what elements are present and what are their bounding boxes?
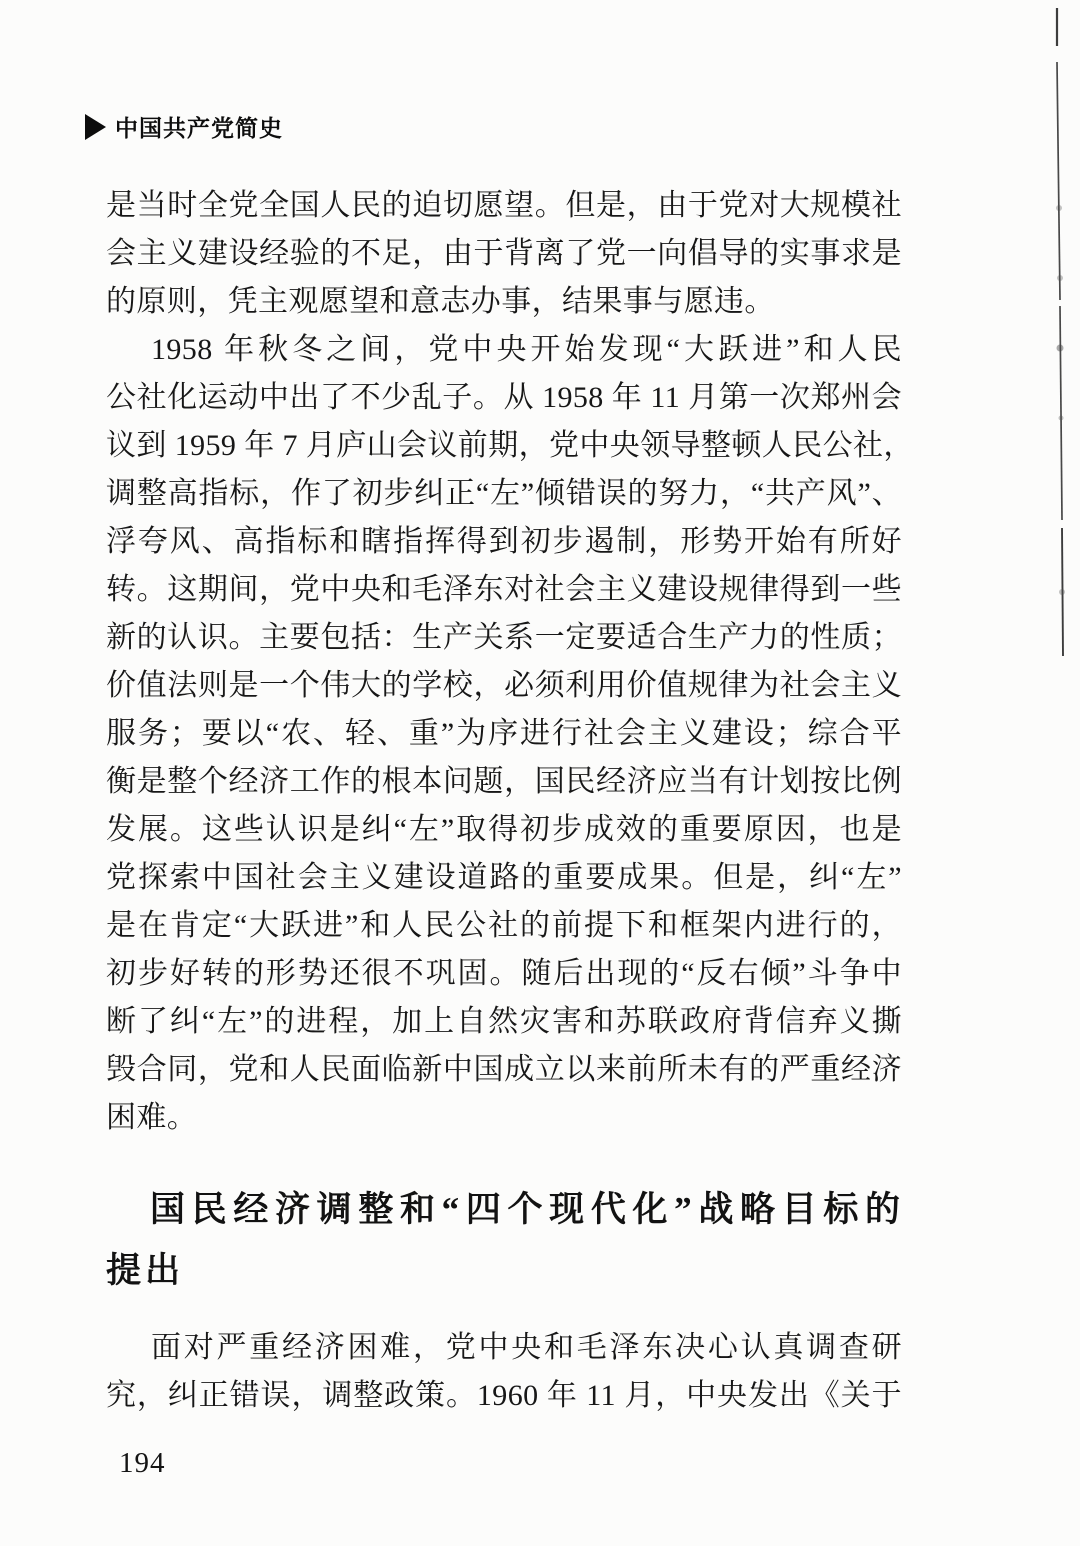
paragraph [106,182,902,326]
text-line: 党探索中国社会主义建设道路的重要成果。但是，纠“左” [106,861,902,894]
paragraph [106,326,914,1142]
text-line: 调整高指标，作了初步纠正“左”倾错误的努力，“共产风”、 [106,477,902,510]
text-line: 面对严重经济困难，党中央和毛泽东决心认真调查研 [151,1331,902,1364]
section-heading-line: 提出 [106,1251,185,1290]
paragraph [106,1324,902,1420]
text-line: 困难。 [106,1101,198,1134]
section-heading-line: 国民经济调整和“四个现代化”战略目标的 [150,1190,902,1229]
text-line: 毁合同，党和人民面临新中国成立以来前所未有的严重经济 [106,1053,902,1086]
text-line: 议到 1959 年 7 月庐山会议前期，党中央领导整顿人民公社， [106,429,914,462]
text-line: 价值法则是一个伟大的学校，必须利用价值规律为社会主义 [106,669,902,702]
text-line: 初步好转的形势还很不巩固。随后出现的“反右倾”斗争中 [106,957,902,990]
text-line: 是在肯定“大跃进”和人民公社的前提下和框架内进行的， [106,909,902,942]
text-line: 断了纠“左”的进程，加上自然灾害和苏联政府背信弃义撕 [106,1005,902,1038]
text-line: 是当时全党全国人民的迫切愿望。但是，由于党对大规模社 [106,189,902,222]
text-line: 新的认识。主要包括：生产关系一定要适合生产力的性质； [106,621,902,654]
scan-artifact-line [1044,0,1074,1000]
text-line: 会主义建设经验的不足，由于背离了党一向倡导的实事求是 [106,237,902,270]
right-triangle-icon [85,114,106,140]
running-header [85,110,283,143]
text-line: 转。这期间，党中央和毛泽东对社会主义建设规律得到一些 [106,573,902,606]
text-line: 1958 年秋冬之间，党中央开始发现“大跃进”和人民 [151,333,902,366]
text-line: 服务；要以“农、轻、重”为序进行社会主义建设；综合平 [106,717,902,750]
text-line: 究，纠正错误，调整政策。1960 年 11 月，中央发出《关于 [106,1379,902,1412]
page-number: 194 [119,1447,166,1479]
text-line: 发展。这些认识是纠“左”取得初步成效的重要原因，也是 [106,813,902,846]
text-line: 浮夸风、高指标和瞎指挥得到初步遏制，形势开始有所好 [106,525,902,558]
text-line: 公社化运动中出了不少乱子。从 1958 年 11 月第一次郑州会 [106,381,902,414]
text-line: 衡是整个经济工作的根本问题，国民经济应当有计划按比例 [106,765,902,798]
text-line: 的原则，凭主观愿望和意志办事，结果事与愿违。 [106,285,775,318]
book-title: 中国共产党简史 [115,115,283,141]
section-heading [106,1179,902,1301]
